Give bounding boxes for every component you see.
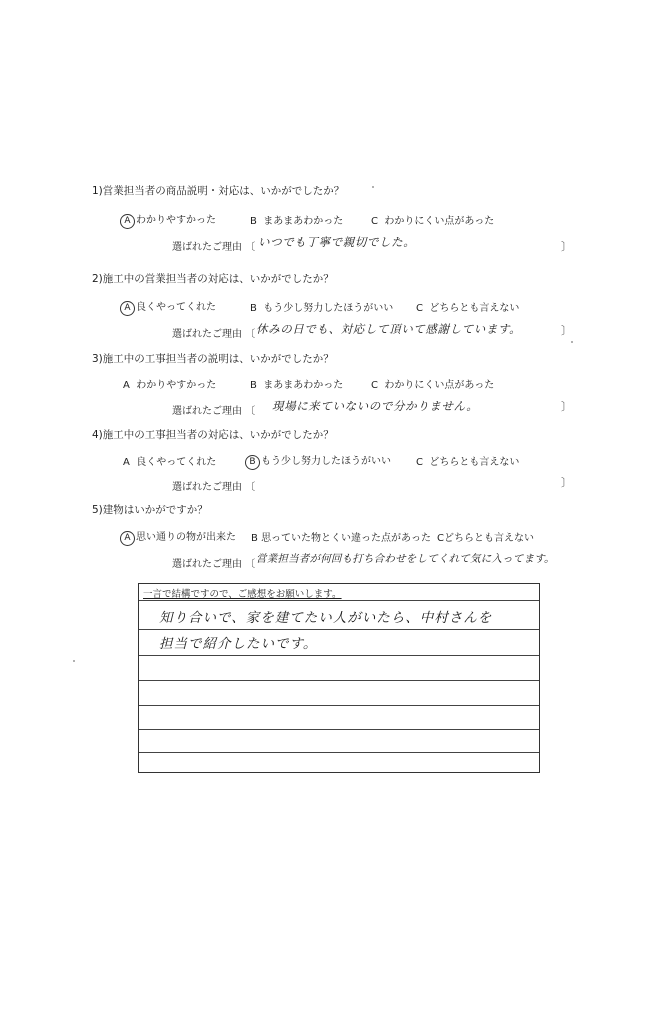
q1-option-c — [371, 212, 494, 227]
q2-reason-label: 選ばれたご理由 〔 — [172, 329, 256, 340]
question-text: 施工中の営業担当者の対応は、いかがでしたか？ — [102, 273, 334, 285]
question-text: 建物はいかがですか？ — [102, 504, 208, 516]
q4-option-c — [416, 453, 519, 468]
option-letter: B — [250, 216, 257, 227]
q5-option-b — [251, 529, 431, 544]
q2-option-c — [416, 299, 519, 314]
option-label: わかりにくい点があった — [384, 216, 495, 227]
option-label: もう少し努力したほうがいい — [261, 456, 391, 467]
option-label: 良くやってくれた — [136, 302, 216, 313]
option-letter: B — [250, 303, 257, 314]
comment-rule — [139, 629, 539, 630]
option-label: もう少し努力したほうがいい — [263, 303, 394, 314]
comment-line-1: 知り合いで、家を建てたい人がいたら、中村さんを — [159, 610, 493, 626]
scan-speck — [571, 341, 573, 343]
q4-option-b — [245, 452, 391, 470]
question-number: 3) — [92, 353, 103, 365]
comment-rule — [139, 752, 539, 753]
q2-reason-answer: 休みの日でも、対応して頂いて感謝しています。 — [256, 322, 522, 336]
option-letter: C — [437, 533, 444, 544]
q3-reason-answer: 現場に来ていないので分かりません。 — [272, 399, 479, 413]
selected-circle-mark: A — [120, 214, 135, 229]
option-letter: C — [371, 380, 378, 391]
q1-option-b — [250, 212, 343, 227]
comment-rule — [139, 705, 539, 706]
option-letter: A — [123, 457, 130, 468]
option-label: どちらとも言えない — [443, 533, 534, 544]
option-label: わかりやすかった — [136, 215, 216, 226]
q3-reason-label: 選ばれたご理由 〔 — [172, 406, 256, 417]
q4-option-a — [123, 453, 216, 468]
selected-circle-mark: B — [245, 455, 260, 470]
scan-speck — [372, 186, 374, 188]
q3-bracket-close: 〕 — [561, 400, 572, 413]
question-text: 施工中の工事担当者の説明は、いかがでしたか？ — [102, 353, 334, 365]
comment-box — [138, 583, 540, 773]
q5-reason-label: 選ばれたご理由 〔 — [172, 559, 256, 570]
question-3 — [92, 351, 334, 366]
comment-heading: 一言で結構ですので、ご感想をお願いします。 — [143, 589, 342, 600]
comment-rule — [139, 680, 539, 681]
option-letter: C — [416, 457, 423, 468]
q3-option-b — [250, 376, 343, 391]
q5-option-a — [120, 528, 236, 546]
q3-option-a — [123, 376, 216, 391]
scan-speck — [73, 660, 75, 662]
q5-reason-answer: 営業担当者が何回も打ち合わせをしてくれて気に入ってます。 — [256, 553, 555, 565]
option-letter: C — [371, 216, 378, 227]
q5-option-c — [437, 529, 534, 544]
selected-circle-mark: A — [120, 301, 135, 316]
q2-bracket-close: 〕 — [561, 324, 572, 337]
q1-bracket-close: 〕 — [561, 240, 572, 253]
question-4 — [92, 427, 334, 442]
option-label: わかりやすかった — [136, 380, 217, 391]
option-label: どちらとも言えない — [429, 303, 520, 314]
q3-option-c — [371, 376, 494, 391]
comment-line-2: 担当で紹介したいです。 — [159, 636, 318, 652]
option-label: どちらとも言えない — [429, 457, 520, 468]
option-letter: C — [416, 303, 423, 314]
question-number: 4) — [92, 429, 103, 441]
option-letter: B — [251, 533, 258, 544]
comment-rule — [139, 655, 539, 656]
q2-option-a — [120, 298, 216, 316]
q1-option-a — [120, 211, 216, 229]
selected-circle-mark: A — [120, 531, 135, 546]
q4-reason-label: 選ばれたご理由 〔 — [172, 482, 256, 493]
option-label: 思っていた物とくい違った点があった — [261, 533, 431, 544]
option-letter: B — [250, 380, 257, 391]
question-number: 5) — [92, 504, 103, 516]
q2-option-b — [250, 299, 393, 314]
comment-rule — [139, 729, 539, 730]
option-label: まあまあわかった — [263, 380, 344, 391]
question-1 — [92, 183, 344, 198]
option-letter: A — [123, 380, 130, 391]
question-number: 1) — [92, 185, 103, 197]
question-5 — [92, 502, 208, 517]
question-text: 営業担当者の商品説明・対応は、いかがでしたか？ — [102, 185, 345, 197]
q4-bracket-close: 〕 — [561, 476, 572, 489]
comment-rule — [139, 600, 539, 601]
question-2 — [92, 271, 334, 286]
question-text: 施工中の工事担当者の対応は、いかがでしたか？ — [102, 429, 334, 441]
option-label: まあまあわかった — [263, 216, 344, 227]
option-label: 思い通りの物が出来た — [136, 532, 236, 543]
question-number: 2) — [92, 273, 103, 285]
q1-reason-answer: いつでも丁寧で親切でした。 — [258, 235, 416, 249]
option-label: 良くやってくれた — [136, 457, 217, 468]
q1-reason-label: 選ばれたご理由 〔 — [172, 242, 256, 253]
option-label: わかりにくい点があった — [384, 380, 495, 391]
